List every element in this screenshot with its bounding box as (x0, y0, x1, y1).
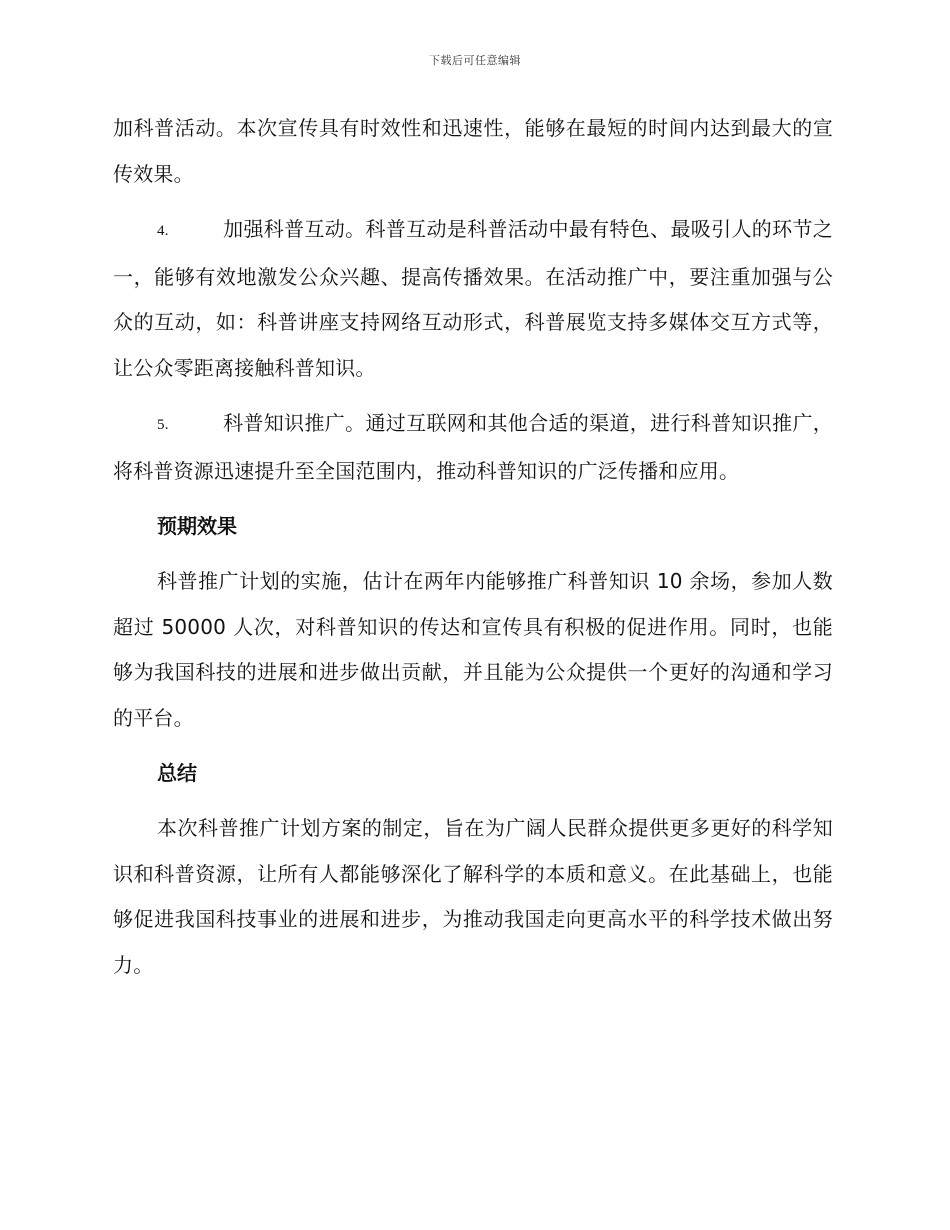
document-body (113, 106, 833, 998)
section-heading-summary: 总结 (157, 761, 197, 785)
list-item-4 (113, 207, 833, 391)
list-number-4: 4. (157, 223, 169, 239)
section-heading-expected: 预期效果 (157, 514, 237, 538)
paragraph-continued: 加科普活动。本次宣传具有时效性和迅速性，能够在最短的时间内达到最大的宣传效果。 (113, 116, 833, 186)
paragraph-summary: 本次科普推广计划方案的制定，旨在为广阔人民群众提供更多更好的科学知识和科普资源，让所有人都能够深化了解科学的本质和意义。在此基础上，也能够促进我国科技事业的进展和进步，为推动我国走向更高水平的科学技术做出努力。 (113, 816, 833, 977)
list-number-5: 5. (157, 417, 169, 433)
list-item-5-text: 科普知识推广。通过互联网和其他合适的渠道，进行科普知识推广，将科普资源迅速提升至全国范围内，推动科普知识的广泛传播和应用。 (113, 411, 833, 483)
page-header: 下载后可任意编辑 (429, 54, 521, 67)
paragraph-expected: 科普推广计划的实施，估计在两年内能够推广科普知识 10 余场，参加人数超过 50000 人次，对科普知识的传达和宣传具有积极的促进作用。同时，也能够为我国科技的进展和进步做出贡献，并且能为公众提供一个更好的沟通和学习的平台。 (113, 569, 833, 730)
list-item-5 (113, 401, 833, 494)
list-item-4-text: 加强科普互动。科普互动是科普活动中最有特色、最吸引人的环节之一，能够有效地激发公众兴趣、提高传播效果。在活动推广中，要注重加强与公众的互动，如：科普讲座支持网络互动形式，科普展览支持多媒体交互方式等，让公众零距离接触科普知识。 (113, 217, 833, 380)
